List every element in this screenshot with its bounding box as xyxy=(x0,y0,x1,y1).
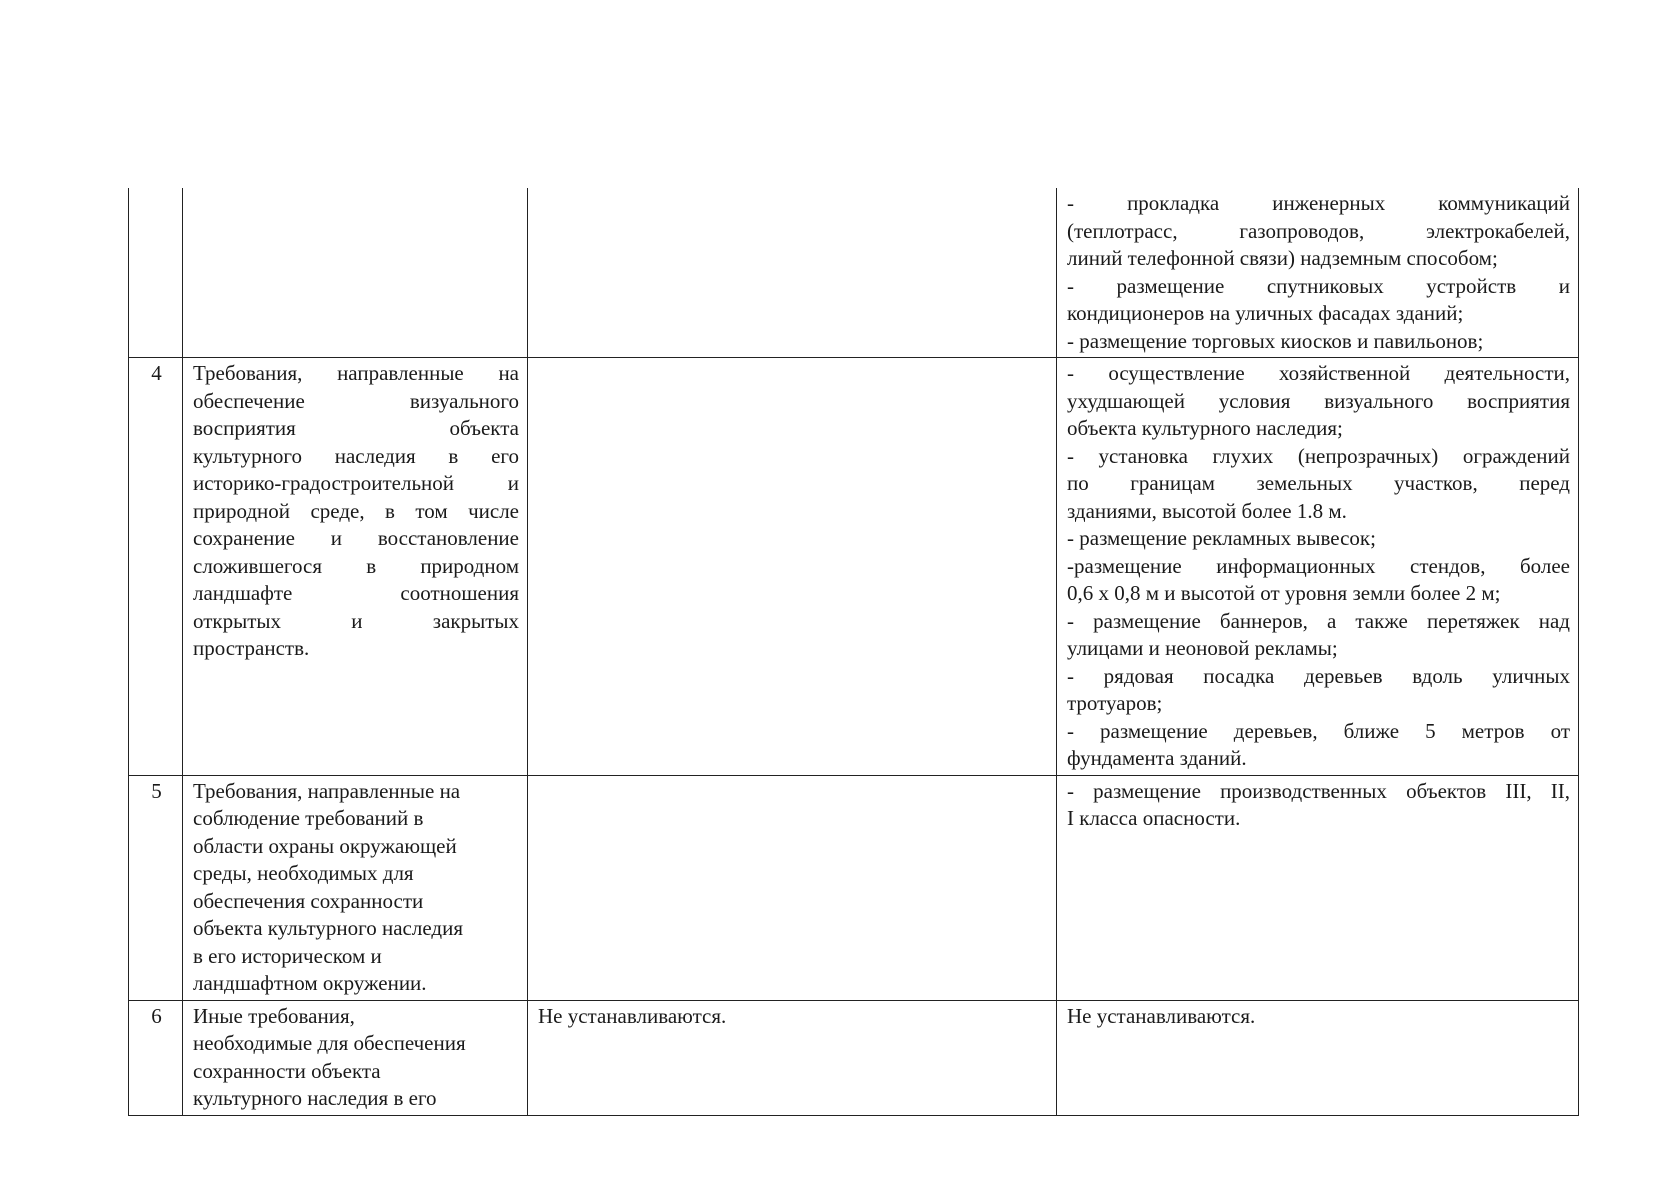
text-line: природной среде, в том числе xyxy=(193,498,519,523)
text-line: сохранности объекта xyxy=(193,1058,381,1083)
row-number-cell: 6 xyxy=(129,1000,183,1115)
text-line: (теплотрасс, газопроводов, электрокабелей, xyxy=(1067,218,1570,243)
table-row xyxy=(129,358,1579,776)
text-line: - размещение рекламных вывесок; xyxy=(1067,526,1376,550)
row-number-cell xyxy=(129,188,183,358)
text-line: - осуществление хозяйственной деятельности, xyxy=(1067,361,1570,385)
requirements-table xyxy=(128,188,1579,1116)
text-line: - размещение торговых киосков и павильонов; xyxy=(1067,328,1484,353)
text-line: кондиционеров на уличных фасадах зданий; xyxy=(1067,301,1464,325)
text-line: Требования, направленные на xyxy=(193,778,461,803)
middle-cell xyxy=(528,775,1057,1000)
middle-cell xyxy=(528,358,1057,776)
text-line: линий телефонной связи) надземным способом; xyxy=(1067,246,1498,270)
table-row xyxy=(129,1000,1579,1115)
middle-cell xyxy=(528,188,1057,358)
requirement-cell xyxy=(183,358,528,776)
text-line: Иные требования, xyxy=(193,1003,355,1028)
text-line: необходимые для обеспечения xyxy=(193,1031,466,1055)
text-line: тротуаров; xyxy=(1067,691,1163,715)
text-line: - размещение производственных объектов III, II, xyxy=(1067,778,1570,803)
text-line: I класса опасности. xyxy=(1067,806,1241,830)
text-line: объекта культурного наследия; xyxy=(1067,416,1343,440)
text-line: - прокладка инженерных коммуникаций xyxy=(1067,191,1570,215)
text-line: культурного наследия в его xyxy=(193,1086,437,1110)
requirement-cell xyxy=(183,188,528,358)
text-line: - рядовая посадка деревьев вдоль уличных xyxy=(1067,663,1570,688)
text-line: обеспечение визуального xyxy=(193,388,519,413)
middle-cell: Не устанавливаются. xyxy=(528,1000,1057,1115)
requirement-cell xyxy=(183,775,528,1000)
table-row xyxy=(129,775,1579,1000)
text-line: ландшафтном окружении. xyxy=(193,971,427,995)
table-body xyxy=(129,188,1579,1115)
text-line: ухудшающей условия визуального восприятия xyxy=(1067,388,1570,413)
row-number-cell: 4 xyxy=(129,358,183,776)
text-line: объекта культурного наследия xyxy=(193,916,463,940)
text-line: пространств. xyxy=(193,636,310,660)
text-line: восприятия объекта xyxy=(193,416,519,440)
text-line: среды, необходимых для xyxy=(193,861,414,885)
text-line: фундамента зданий. xyxy=(1067,746,1247,770)
requirement-cell xyxy=(183,1000,528,1115)
text-line: открытых и закрытых xyxy=(193,608,519,633)
text-line: сохранение и восстановление xyxy=(193,526,519,550)
table-row xyxy=(129,188,1579,358)
text-line: 0,6 х 0,8 м и высотой от уровня земли более 2 м; xyxy=(1067,581,1501,605)
text-line: - размещение деревьев, ближе 5 метров от xyxy=(1067,718,1570,743)
restriction-cell xyxy=(1057,1000,1579,1115)
text-line: области охраны окружающей xyxy=(193,833,457,858)
text-line: сложившегося в природном xyxy=(193,553,519,578)
restriction-cell xyxy=(1057,775,1579,1000)
text-line: Требования, направленные на xyxy=(193,361,519,385)
text-line: по границам земельных участков, перед xyxy=(1067,471,1570,495)
restriction-cell xyxy=(1057,188,1579,358)
text-line: историко-градостроительной и xyxy=(193,471,519,495)
text-line: зданиями, высотой более 1.8 м. xyxy=(1067,498,1347,523)
restriction-cell xyxy=(1057,358,1579,776)
text-line: Не устанавливаются. xyxy=(1067,1003,1256,1028)
text-line: ландшафте соотношения xyxy=(193,581,519,605)
text-line: -размещение информационных стендов, более xyxy=(1067,553,1570,578)
text-line: в его историческом и xyxy=(193,943,382,968)
text-line: культурного наследия в его xyxy=(193,443,519,468)
row-number-cell: 5 xyxy=(129,775,183,1000)
text-line: обеспечения сохранности xyxy=(193,888,424,913)
text-line: соблюдение требований в xyxy=(193,806,424,830)
text-line: улицами и неоновой рекламы; xyxy=(1067,636,1338,660)
text-line: - размещение баннеров, а также перетяжек над xyxy=(1067,608,1570,633)
text-line: - размещение спутниковых устройств и xyxy=(1067,273,1570,298)
text-line: - установка глухих (непрозрачных) ограждений xyxy=(1067,443,1570,468)
